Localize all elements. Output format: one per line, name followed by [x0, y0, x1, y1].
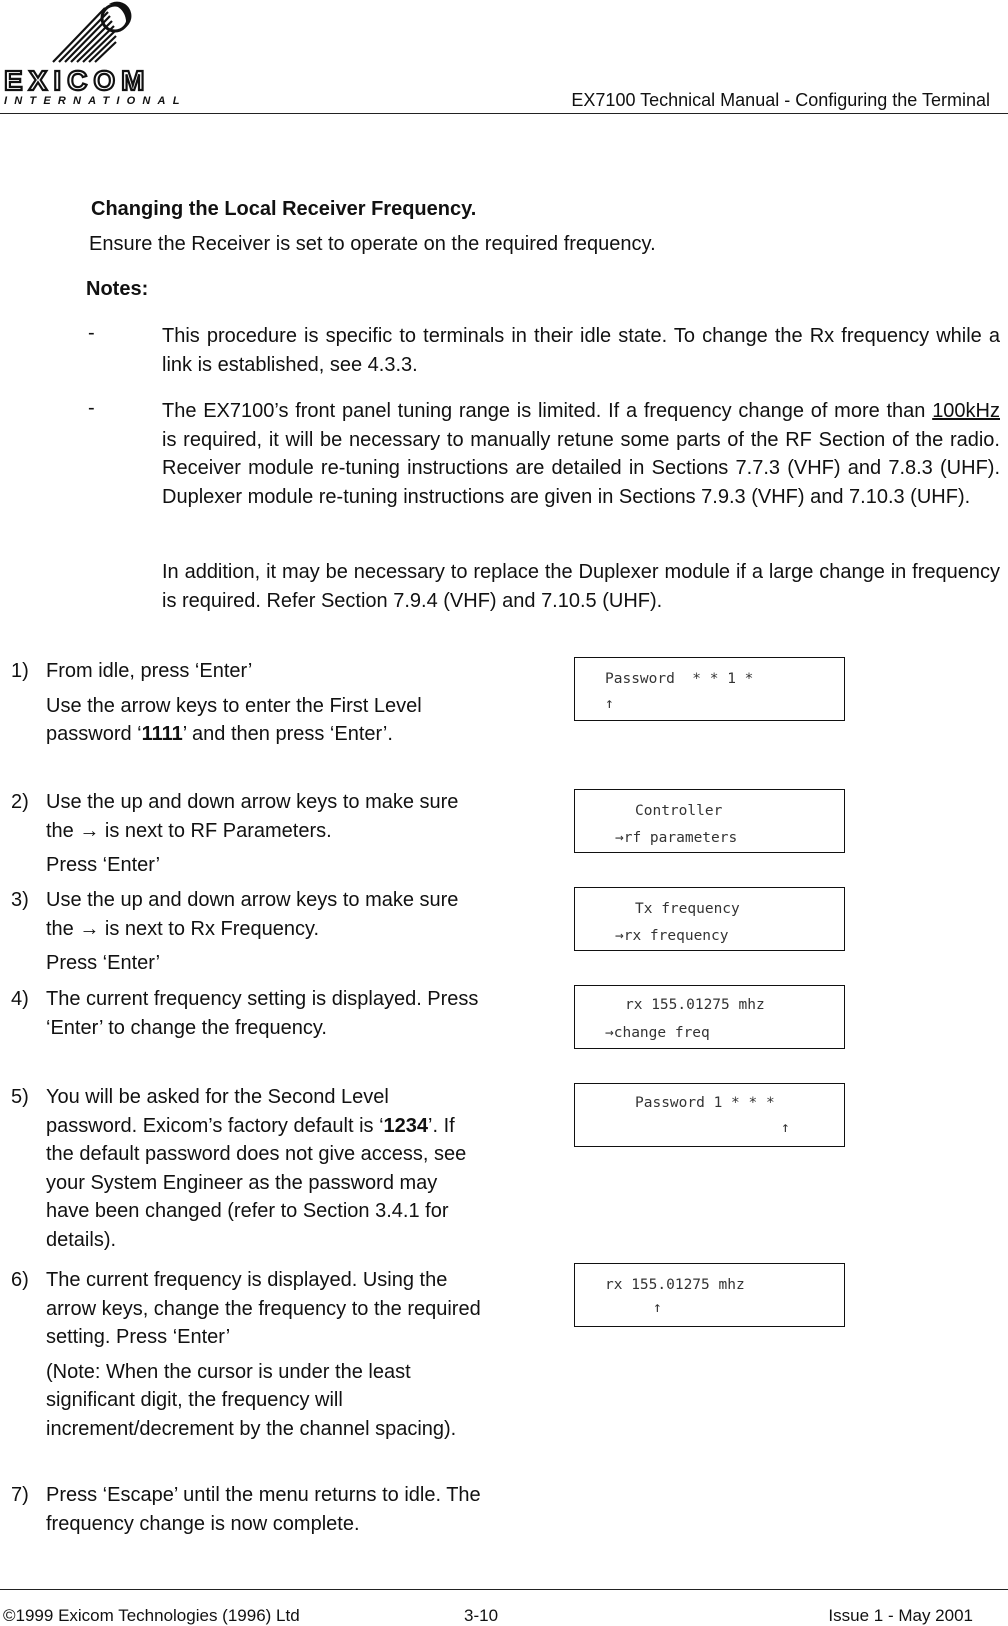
footer-page-number: 3-10: [464, 1606, 499, 1625]
step-text-part: ’ and then press ‘Enter’.: [182, 723, 393, 745]
step-text: (Note: When the cursor is under the least significant digit, the frequency will increment/decrement by the channel spacing).: [46, 1360, 457, 1440]
notes-heading: Notes:: [86, 278, 149, 300]
step-text: [46, 788, 481, 845]
lcd-display-current-freq: [574, 985, 845, 1049]
step-number: 2): [11, 791, 29, 813]
lcd-line-1: Password 1 * * *: [635, 1095, 775, 1111]
step-number: 3): [11, 889, 29, 911]
step-text-part: is next to RF Parameters.: [99, 819, 332, 842]
step-text-part: You will be asked for the Second Level password. Exicom’s factory default is ‘: [46, 1086, 389, 1137]
note-text-after: is required, it will be necessary to manually retune some parts of the RF Section of the radio. Receiver module re-tuning instructions are detailed in Sections 7.7.3 (VHF) and 7.8.3 (UHF). Duplexer module re-tuning instructions are given in Sections 7.9.3 (VHF) and 7.10.3 (UHF).: [162, 428, 1000, 508]
logo-wordmark-text: EXICOM: [4, 67, 151, 93]
right-arrow-icon: →: [79, 917, 100, 940]
step-bold: 1234: [383, 1114, 429, 1137]
step-text-part: Use the up and down arrow keys to make sure the: [46, 889, 459, 940]
step-text: The current frequency is displayed. Using the arrow keys, change the frequency to the required setting. Press ‘Enter’: [46, 1269, 481, 1348]
footer-rule: [0, 1589, 1008, 1590]
note-2: [88, 397, 1000, 511]
step-1: [11, 657, 481, 749]
step-text-part: Use the up and down arrow keys to make sure the: [46, 791, 459, 842]
section-intro: Ensure the Receiver is set to operate on the required frequency.: [89, 233, 656, 255]
note-dash: -: [88, 322, 95, 344]
step-number: 1): [11, 660, 29, 682]
header-title: EX7100 Technical Manual - Configuring the Terminal: [571, 90, 990, 110]
step-7: [11, 1481, 481, 1538]
lcd-line-1: rx 155.01275 mhz: [605, 1277, 745, 1293]
lcd-line-2: →rf parameters: [615, 830, 738, 846]
step-text: The current frequency setting is displayed. Press ‘Enter’ to change the frequency.: [46, 988, 479, 1039]
lcd-line-2: →rx frequency: [615, 928, 729, 944]
step-text: Press ‘Enter’: [46, 952, 161, 974]
note-dash: -: [88, 397, 95, 419]
step-text: From idle, press ‘Enter’: [46, 660, 253, 682]
header-rule: [0, 113, 1008, 114]
lcd-display-edit-freq: [574, 1263, 845, 1327]
step-6: [11, 1266, 481, 1443]
lcd-cursor-icon: ↑: [605, 696, 614, 712]
note-text: This procedure is specific to terminals in their idle state. To change the Rx frequency while a link is established, see 4.3.3.: [162, 325, 1000, 376]
step-number: 6): [11, 1269, 29, 1291]
lcd-line-1: Controller: [635, 803, 723, 819]
step-number: 4): [11, 988, 29, 1010]
exicom-logo-mark: [45, 0, 135, 64]
lcd-display-tx-rx: [574, 887, 845, 951]
lcd-line-2: →change freq: [605, 1025, 710, 1041]
note-underlined: 100kHz: [932, 400, 1000, 422]
footer-copyright: ©1999 Exicom Technologies (1996) Ltd: [3, 1606, 300, 1625]
lcd-display-controller: [574, 789, 845, 853]
step-bold: 1111: [141, 723, 183, 745]
step-text: [46, 1083, 481, 1254]
note-text-before: The EX7100’s front panel tuning range is limited. If a frequency change of more than: [162, 400, 933, 422]
addition-paragraph: In addition, it may be necessary to replace the Duplexer module if a large change in frequency is required. Refer Section 7.9.4 (VHF) and 7.10.5 (UHF).: [162, 561, 1000, 612]
step-5: [11, 1083, 481, 1254]
step-number: 7): [11, 1484, 29, 1506]
step-2: [11, 788, 481, 880]
note-text: [162, 397, 1000, 511]
lcd-line-1: Tx frequency: [635, 901, 740, 917]
step-text: Press ‘Enter’: [46, 854, 161, 876]
lcd-cursor-icon: ↑: [653, 1300, 662, 1316]
step-text-part: ’. If the default password does not give access, see your System Engineer as the password may have been changed (refer to Section 3.4.1 for details).: [46, 1114, 467, 1251]
step-text: [46, 886, 481, 943]
step-text: [46, 692, 481, 749]
step-text-part: Use the arrow keys to enter the First Level password ‘: [46, 694, 422, 745]
step-3: [11, 886, 481, 978]
step-text-part: is next to Rx Frequency.: [99, 917, 320, 940]
footer-issue: Issue 1 - May 2001: [828, 1606, 973, 1625]
lcd-line-1: rx 155.01275 mhz: [625, 997, 765, 1013]
right-arrow-icon: →: [79, 819, 100, 842]
step-4: [11, 985, 481, 1042]
exicom-wordmark: [4, 67, 169, 93]
note-1: [88, 322, 1000, 379]
section-title: Changing the Local Receiver Frequency.: [91, 198, 477, 220]
lcd-display-password-first: [574, 657, 845, 721]
lcd-cursor-icon: ↑: [781, 1120, 790, 1136]
logo-subtitle: INTERNATIONAL: [4, 95, 187, 107]
step-number: 5): [11, 1086, 29, 1108]
step-text: Press ‘Escape’ until the menu returns to idle. The frequency change is now complete.: [46, 1484, 481, 1535]
lcd-line-1: Password * * 1 *: [605, 671, 754, 687]
lcd-display-password-second: [574, 1083, 845, 1147]
